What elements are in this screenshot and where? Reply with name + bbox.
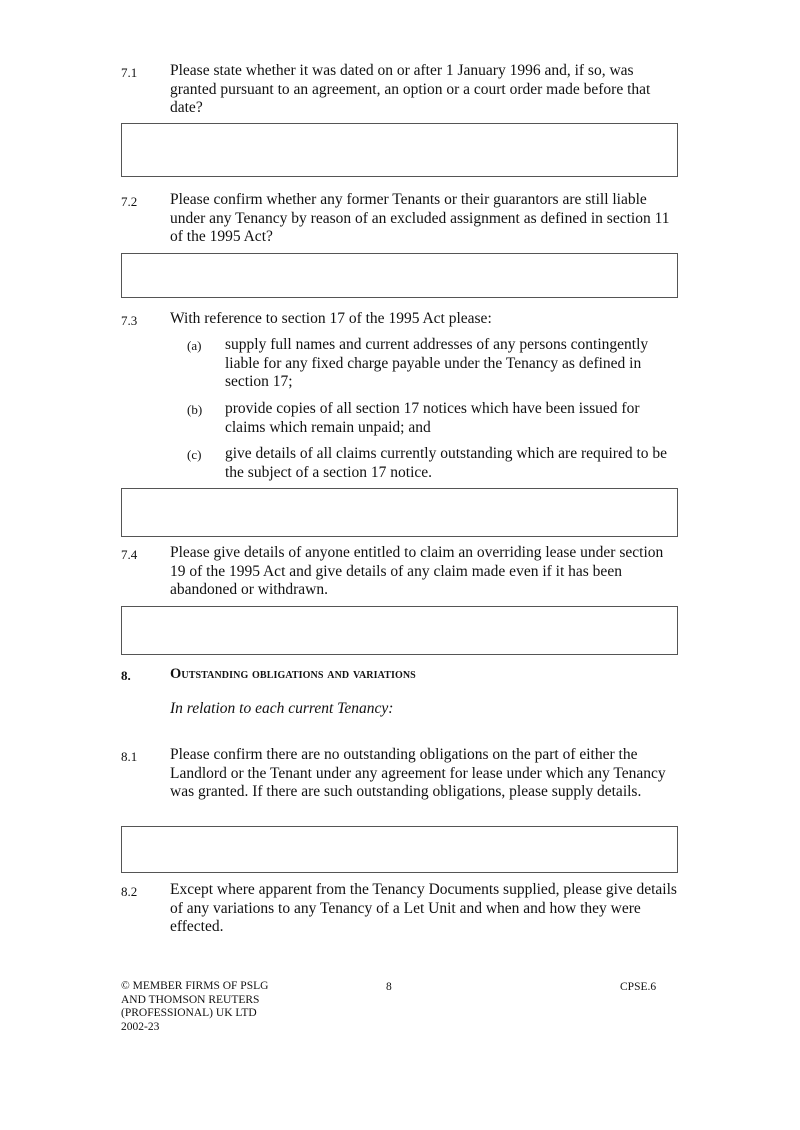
answer-box-7-4[interactable]: [121, 606, 678, 655]
subitem-text: give details of all claims currently outstanding which are required to be the subject of a section 17 notice.: [225, 445, 668, 481]
subitem-letter: (c): [187, 447, 202, 462]
section-intro-8: In relation to each current Tenancy:: [170, 700, 394, 717]
question-number-8-2: 8.2: [121, 884, 138, 899]
section-heading-8: Outstanding obligations and variations: [170, 666, 416, 682]
footer-page-number: 8: [386, 981, 392, 993]
footer-copyright-line: © MEMBER FIRMS OF PSLG: [121, 980, 269, 992]
footer-copyright-line: (PROFESSIONAL) UK LTD: [121, 1007, 257, 1019]
answer-box-7-2[interactable]: [121, 253, 678, 298]
question-text-8-2: Except where apparent from the Tenancy Documents supplied, please give details of any variations to any Tenancy of a Let Unit and when and how they were effected.: [170, 881, 677, 935]
footer-copyright: [121, 980, 268, 1034]
question-number-7-4: 7.4: [121, 547, 138, 562]
footer-copyright-line: 2002-23: [121, 1020, 160, 1033]
question-text-7-3: With reference to section 17 of the 1995 Act please:: [170, 310, 492, 327]
question-number-7-1: 7.1: [121, 65, 138, 80]
answer-box-7-3[interactable]: [121, 488, 678, 537]
question-number-7-3: 7.3: [121, 313, 138, 328]
question-text-7-2: Please confirm whether any former Tenants or their guarantors are still liable under any Tenancy by reason of an excluded assignment as defined in section 11 of the 1995 Act?: [170, 191, 670, 245]
subitem-letter: (b): [187, 402, 203, 417]
footer-copyright-line: AND THOMSON REUTERS: [121, 993, 260, 1006]
question-text-7-4: Please give details of anyone entitled to claim an overriding lease under section 19 of the 1995 Act and give details of any claim made even if it has been abandoned or withdrawn.: [170, 544, 664, 598]
question-number-8-1: 8.1: [121, 749, 138, 764]
subitem-letter: (a): [187, 338, 202, 353]
footer-form-code: CPSE.6: [620, 981, 657, 993]
subitem-text: supply full names and current addresses of any persons contingently liable for any fixed charge payable under the Tenancy as defined in section 17;: [225, 336, 649, 390]
answer-box-7-1[interactable]: [121, 123, 678, 177]
question-text-8-1: Please confirm there are no outstanding obligations on the part of either the Landlord or the Tenant under any agreement for lease under which any Tenancy was granted. If there are such outstanding obligations, please supply details.: [170, 746, 666, 800]
section-number-8: 8.: [121, 668, 131, 683]
answer-box-8-1[interactable]: [121, 826, 678, 873]
subitem-text: provide copies of all section 17 notices which have been issued for claims which remain unpaid; and: [225, 400, 640, 436]
question-text-7-1: Please state whether it was dated on or after 1 January 1996 and, if so, was granted pursuant to an agreement, an option or a court order made before that date?: [170, 62, 651, 116]
question-number-7-2: 7.2: [121, 194, 138, 209]
